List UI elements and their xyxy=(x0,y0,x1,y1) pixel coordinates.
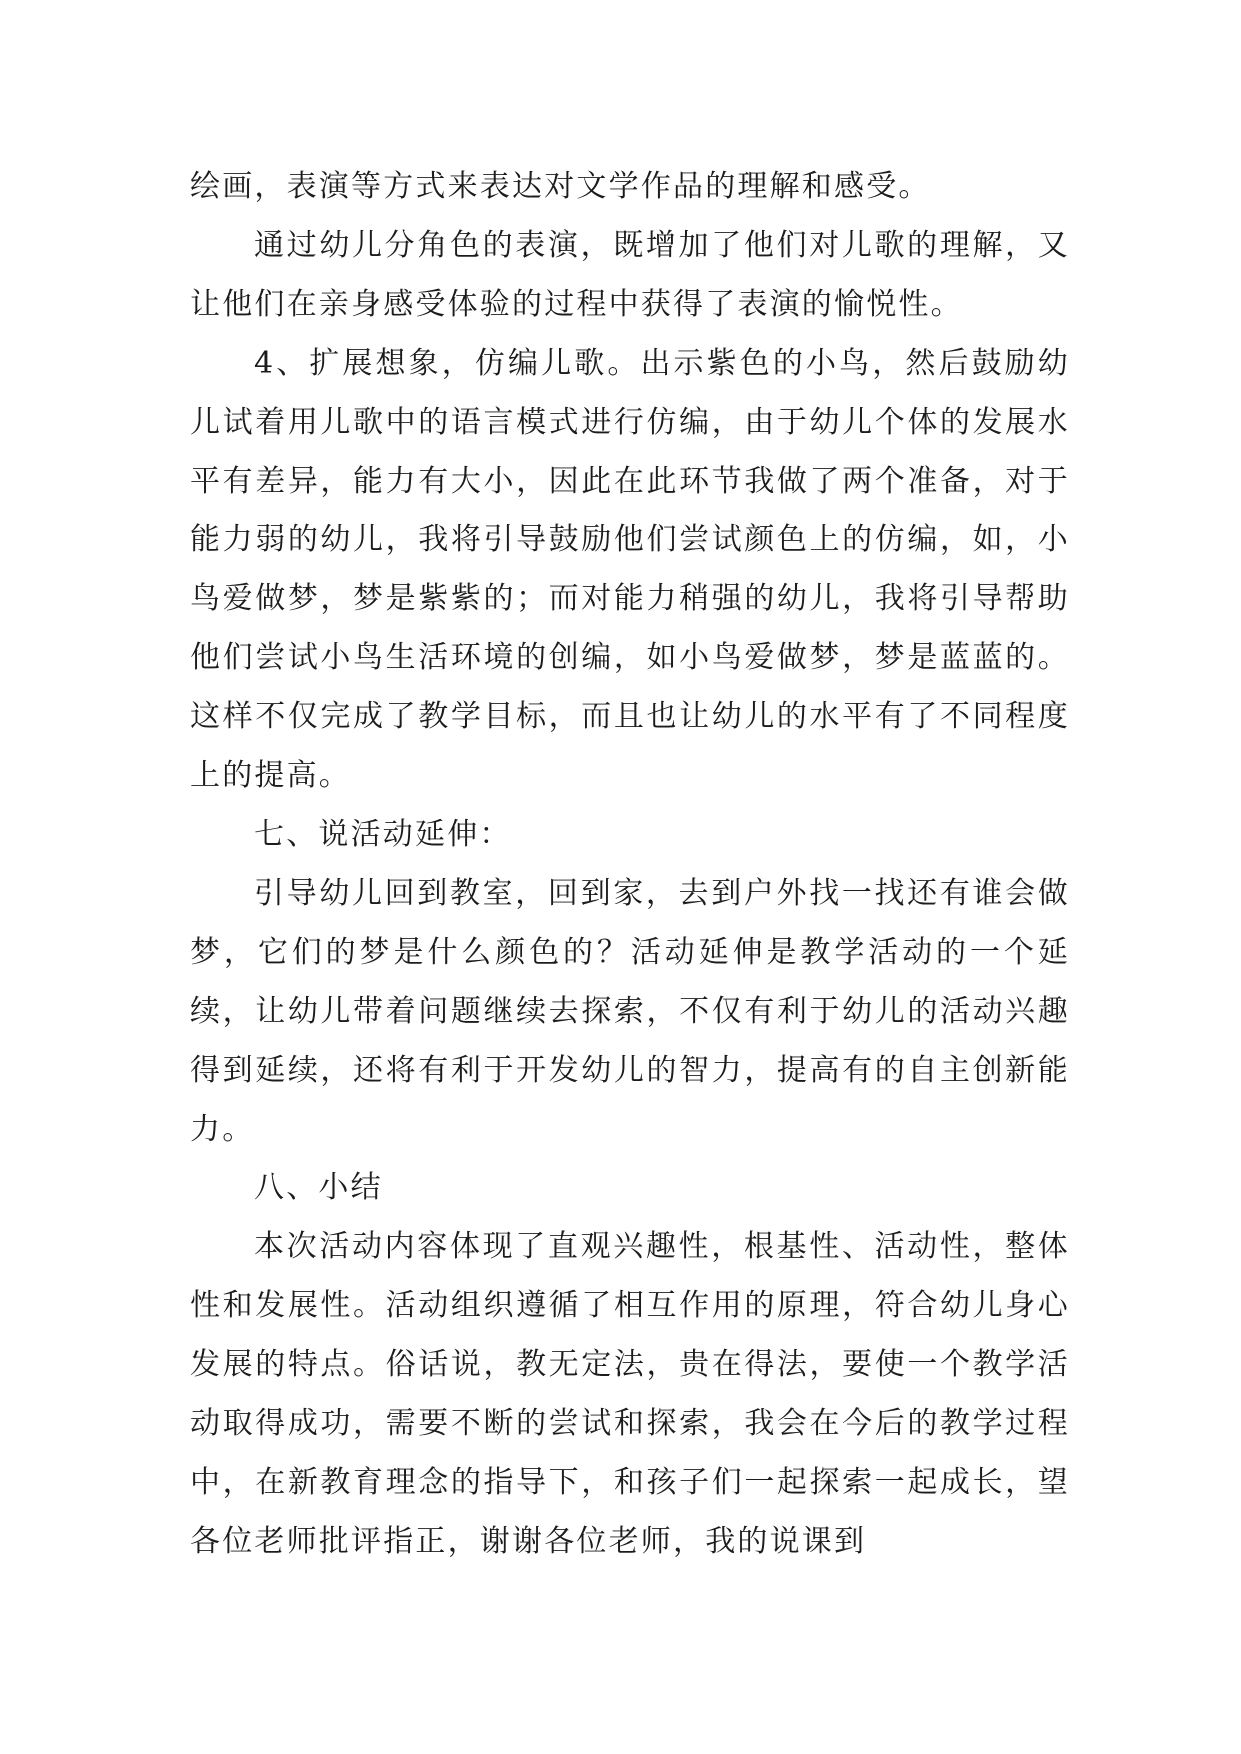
paragraph-imitation: 4、扩展想象，仿编儿歌。出示紫色的小鸟，然后鼓励幼儿试着用儿歌中的语言模式进行仿编，由于幼儿个体的发展水平有差异，能力有大小，因此在此环节我做了两个准备，对于能力弱的幼儿，我将引导鼓励他们尝试颜色上的仿编，如，小鸟爱做梦，梦是紫紫的；而对能力稍强的幼儿，我将引导帮助他们尝试小鸟生活环境的创编，如小鸟爱做梦，梦是蓝蓝的。这样不仅完成了教学目标，而且也让幼儿的水平有了不同程度上的提高。 xyxy=(190,345,1070,794)
paragraph-performance: 通过幼儿分角色的表演，既增加了他们对儿歌的理解，又让他们在亲身感受体验的过程中获得了表演的愉悦性。 xyxy=(190,227,1070,322)
section-heading-extension: 七、说活动延伸： xyxy=(254,816,512,852)
paragraph-continuation: 绘画，表演等方式来表达对文学作品的理解和感受。 xyxy=(190,169,931,204)
document-body xyxy=(190,158,1070,1572)
paragraph-extension: 引导幼儿回到教室，回到家，去到户外找一找还有谁会做梦，它们的梦是什么颜色的？活动延伸是教学活动的一个延续，让幼儿带着问题继续去探索，不仅有利于幼儿的活动兴趣得到延续，还将有利于开发幼儿的智力，提高有的自主创新能力。 xyxy=(190,875,1070,1147)
section-heading-summary: 八、小结 xyxy=(254,1170,383,1206)
paragraph-summary: 本次活动内容体现了直观兴趣性，根基性、活动性，整体性和发展性。活动组织遵循了相互作用的原理，符合幼儿身心发展的特点。俗话说，教无定法，贵在得法，要使一个教学活动取得成功，需要不断的尝试和探索，我会在今后的教学过程中，在新教育理念的指导下，和孩子们一起探索一起成长，望各位老师批评指正，谢谢各位老师，我的说课到 xyxy=(190,1229,1070,1559)
